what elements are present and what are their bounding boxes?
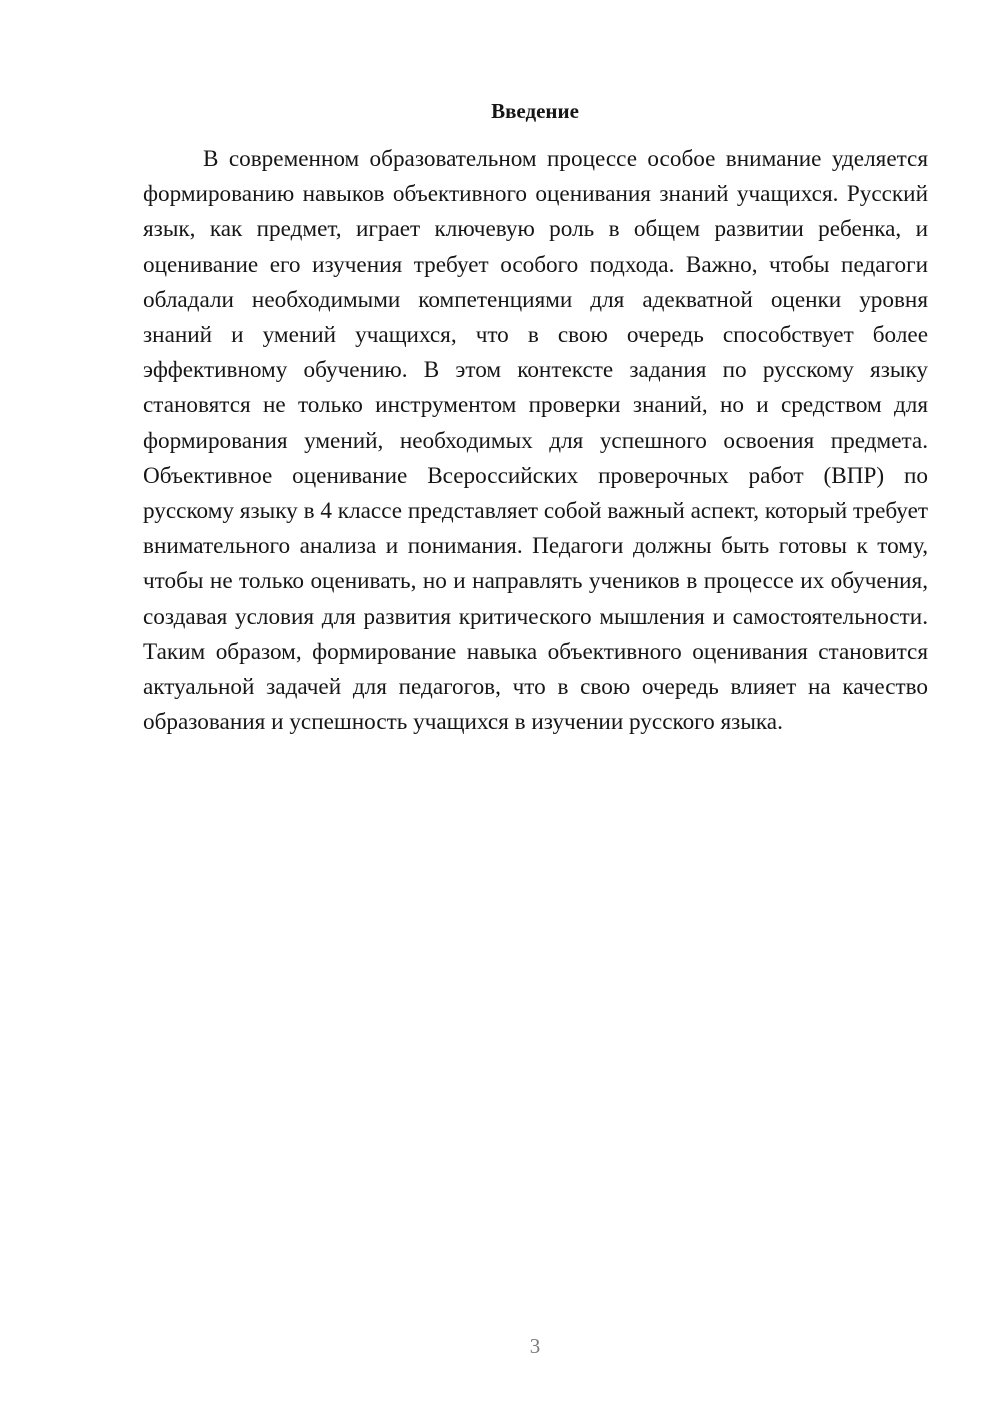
page-number: 3	[529, 1334, 541, 1358]
section-heading: Введение	[491, 99, 579, 123]
body-paragraph: В современном образовательном процессе особое внимание уделяется формированию навыков объективного оценивания знаний учащихся. Русский язык, как предмет, играет ключевую роль в общем развитии ребенка, и оценивание его изучения требует особого подхода. Важно, чтобы педагоги обладали необходимыми компетенциями для адекватной оценки уровня знаний и умений учащихся, что в свою очередь способствует более эффективному обучению. В этом контексте задания по русскому языку становятся не только инструментом проверки знаний, но и средством для формирования умений, необходимых для успешного освоения предмета. Объективное оценивание Всероссийских проверочных работ (ВПР) по русскому языку в 4 классе представляет собой важный аспект, который требует внимательного анализа и понимания. Педагоги должны быть готовы к тому, чтобы не только оценивать, но и направлять учеников в процессе их обучения, создавая условия для развития критического мышления и самостоятельности. Таким образом, формирование навыка объективного оценивания становится актуальной задачей для педагогов, что в свою очередь влияет на качество образования и успешность учащихся в изучении русского языка.	[143, 146, 928, 736]
